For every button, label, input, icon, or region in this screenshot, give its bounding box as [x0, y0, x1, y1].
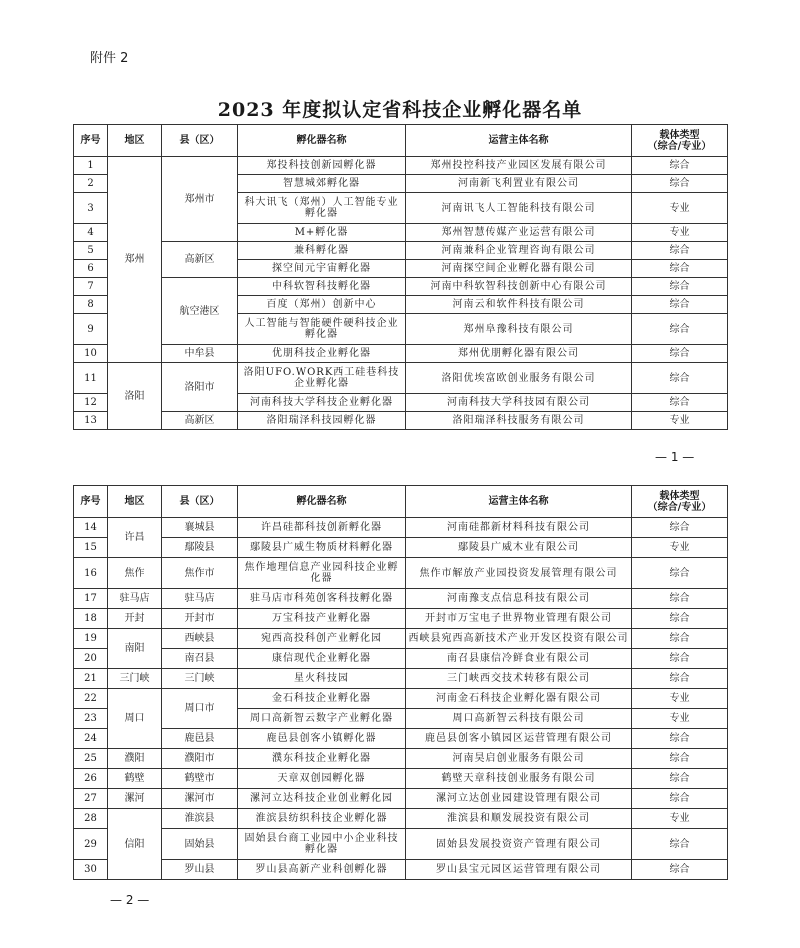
cell-seq: 9	[74, 314, 108, 345]
table-row	[74, 789, 728, 809]
cell-carrier-type: 综合	[632, 669, 728, 689]
cell-carrier-type: 专业	[632, 709, 728, 729]
cell-seq: 24	[74, 729, 108, 749]
table-row	[74, 363, 728, 394]
table-row	[74, 538, 728, 558]
cell-carrier-type: 综合	[632, 518, 728, 538]
cell-carrier-type: 专业	[632, 689, 728, 709]
cell-seq: 13	[74, 412, 108, 430]
header-type-line1: 载体类型	[659, 490, 700, 502]
table-row	[74, 157, 728, 175]
cell-county: 西峡县	[162, 629, 238, 649]
cell-county: 高新区	[162, 412, 238, 430]
cell-region: 洛阳	[108, 363, 162, 430]
cell-incubator-name: 天章双创园孵化器	[238, 769, 406, 789]
cell-operator-name: 河南兼科企业管理咨询有限公司	[406, 242, 632, 260]
cell-incubator-name: M+孵化器	[238, 224, 406, 242]
cell-county: 三门峡	[162, 669, 238, 689]
cell-seq: 10	[74, 345, 108, 363]
table-row	[74, 860, 728, 880]
cell-seq: 4	[74, 224, 108, 242]
header-region: 地区	[108, 486, 162, 518]
cell-carrier-type: 综合	[632, 649, 728, 669]
cell-seq: 15	[74, 538, 108, 558]
cell-incubator-name: 河南科技大学科技企业孵化器	[238, 394, 406, 412]
cell-county: 驻马店	[162, 589, 238, 609]
cell-operator-name: 固始县发展投资资产管理有限公司	[406, 829, 632, 860]
cell-operator-name: 河南讯飞人工智能科技有限公司	[406, 193, 632, 224]
cell-seq: 22	[74, 689, 108, 709]
cell-seq: 11	[74, 363, 108, 394]
table-row	[74, 729, 728, 749]
cell-operator-name: 周口高新智云科技有限公司	[406, 709, 632, 729]
cell-county: 南召县	[162, 649, 238, 669]
cell-operator-name: 郑州智慧传媒产业运营有限公司	[406, 224, 632, 242]
cell-carrier-type: 专业	[632, 224, 728, 242]
cell-carrier-type: 综合	[632, 345, 728, 363]
cell-operator-name: 河南科技大学科技园有限公司	[406, 394, 632, 412]
cell-region: 三门峡	[108, 669, 162, 689]
cell-operator-name: 洛阳瑞泽科技服务有限公司	[406, 412, 632, 430]
cell-carrier-type: 综合	[632, 394, 728, 412]
cell-seq: 26	[74, 769, 108, 789]
table-row	[74, 345, 728, 363]
cell-seq: 14	[74, 518, 108, 538]
cell-carrier-type: 综合	[632, 769, 728, 789]
cell-seq: 6	[74, 260, 108, 278]
cell-county: 固始县	[162, 829, 238, 860]
cell-carrier-type: 综合	[632, 589, 728, 609]
cell-operator-name: 河南硅都新材料科技有限公司	[406, 518, 632, 538]
cell-incubator-name: 洛阳瑞泽科技园孵化器	[238, 412, 406, 430]
page-number-2: — 2 —	[110, 893, 150, 907]
cell-operator-name: 河南新飞利置业有限公司	[406, 175, 632, 193]
cell-operator-name: 郑州阜豫科技有限公司	[406, 314, 632, 345]
cell-seq: 7	[74, 278, 108, 296]
table-row	[74, 558, 728, 589]
cell-incubator-name: 康信现代企业孵化器	[238, 649, 406, 669]
cell-operator-name: 鄢陵县广威木业有限公司	[406, 538, 632, 558]
table-row	[74, 629, 728, 649]
cell-carrier-type: 综合	[632, 260, 728, 278]
cell-operator-name: 西峡县宛西高新技术产业开发区投资有限公司	[406, 629, 632, 649]
cell-incubator-name: 焦作地理信息产业园科技企业孵化器	[238, 558, 406, 589]
cell-carrier-type: 综合	[632, 558, 728, 589]
cell-seq: 18	[74, 609, 108, 629]
cell-county: 开封市	[162, 609, 238, 629]
cell-county: 襄城县	[162, 518, 238, 538]
cell-operator-name: 河南昊启创业服务有限公司	[406, 749, 632, 769]
header-carrier-type	[632, 125, 728, 157]
table-row	[74, 589, 728, 609]
header-seq: 序号	[74, 125, 108, 157]
cell-county: 高新区	[162, 242, 238, 278]
cell-seq: 25	[74, 749, 108, 769]
cell-operator-name: 三门峡西交技术转移有限公司	[406, 669, 632, 689]
cell-seq: 30	[74, 860, 108, 880]
cell-region: 周口	[108, 689, 162, 749]
header-operator: 运营主体名称	[406, 125, 632, 157]
cell-incubator-name: 驻马店市科苑创客科技孵化器	[238, 589, 406, 609]
cell-operator-name: 鹿邑县创客小镇园区运营管理有限公司	[406, 729, 632, 749]
cell-operator-name: 河南中科软智科技创新中心有限公司	[406, 278, 632, 296]
cell-seq: 27	[74, 789, 108, 809]
cell-incubator-name: 鄢陵县广威生物质材料孵化器	[238, 538, 406, 558]
cell-carrier-type: 专业	[632, 809, 728, 829]
cell-carrier-type: 综合	[632, 363, 728, 394]
cell-incubator-name: 罗山县高新产业科创孵化器	[238, 860, 406, 880]
cell-operator-name: 鹤壁天章科技创业服务有限公司	[406, 769, 632, 789]
cell-incubator-name: 周口高新智云数字产业孵化器	[238, 709, 406, 729]
header-row	[74, 486, 728, 518]
incubator-table-page-1	[73, 124, 728, 430]
cell-carrier-type: 综合	[632, 629, 728, 649]
cell-incubator-name: 金石科技企业孵化器	[238, 689, 406, 709]
cell-incubator-name: 宛西高投科创产业孵化园	[238, 629, 406, 649]
cell-region: 许昌	[108, 518, 162, 558]
cell-seq: 1	[74, 157, 108, 175]
cell-carrier-type: 综合	[632, 729, 728, 749]
cell-incubator-name: 科大讯飞（郑州）人工智能专业孵化器	[238, 193, 406, 224]
cell-region: 郑州	[108, 157, 162, 363]
cell-county: 罗山县	[162, 860, 238, 880]
cell-carrier-type: 综合	[632, 314, 728, 345]
cell-operator-name: 焦作市解放产业园投资发展管理有限公司	[406, 558, 632, 589]
header-incubator: 孵化器名称	[238, 486, 406, 518]
header-type-line2: （综合/专业）	[647, 140, 712, 152]
cell-operator-name: 罗山县宝元园区运营管理有限公司	[406, 860, 632, 880]
cell-operator-name: 河南豫支点信息科技有限公司	[406, 589, 632, 609]
cell-county: 鹿邑县	[162, 729, 238, 749]
cell-seq: 2	[74, 175, 108, 193]
cell-county: 漯河市	[162, 789, 238, 809]
cell-seq: 19	[74, 629, 108, 649]
cell-seq: 17	[74, 589, 108, 609]
incubator-table-page-2	[73, 485, 728, 880]
header-row	[74, 125, 728, 157]
document-title: 2023 年度拟认定省科技企业孵化器名单	[217, 99, 583, 121]
header-incubator: 孵化器名称	[238, 125, 406, 157]
table-row	[74, 829, 728, 860]
cell-operator-name: 淮滨县和顺发展投资有限公司	[406, 809, 632, 829]
cell-operator-name: 开封市万宝电子世界物业管理有限公司	[406, 609, 632, 629]
cell-carrier-type: 专业	[632, 193, 728, 224]
cell-operator-name: 漯河立达创业园建设管理有限公司	[406, 789, 632, 809]
cell-incubator-name: 濮东科技企业孵化器	[238, 749, 406, 769]
table-row	[74, 769, 728, 789]
table-row	[74, 809, 728, 829]
table-row	[74, 609, 728, 629]
cell-operator-name: 河南云和软件科技有限公司	[406, 296, 632, 314]
cell-region: 濮阳	[108, 749, 162, 769]
cell-incubator-name: 郑投科技创新园孵化器	[238, 157, 406, 175]
cell-seq: 8	[74, 296, 108, 314]
cell-region: 漯河	[108, 789, 162, 809]
cell-seq: 12	[74, 394, 108, 412]
annex-label: 附件 2	[90, 51, 129, 66]
cell-seq: 5	[74, 242, 108, 260]
cell-carrier-type: 综合	[632, 175, 728, 193]
cell-incubator-name: 鹿邑县创客小镇孵化器	[238, 729, 406, 749]
cell-county: 鹤壁市	[162, 769, 238, 789]
cell-county: 鄢陵县	[162, 538, 238, 558]
cell-seq: 16	[74, 558, 108, 589]
cell-incubator-name: 洛阳UFO.WORK西工硅巷科技企业孵化器	[238, 363, 406, 394]
header-county: 县（区）	[162, 125, 238, 157]
header-seq: 序号	[74, 486, 108, 518]
cell-incubator-name: 漯河立达科技企业创业孵化园	[238, 789, 406, 809]
cell-incubator-name: 百度（郑州）创新中心	[238, 296, 406, 314]
cell-region: 信阳	[108, 809, 162, 880]
cell-county: 郑州市	[162, 157, 238, 242]
cell-carrier-type: 综合	[632, 242, 728, 260]
cell-incubator-name: 许昌硅都科技创新孵化器	[238, 518, 406, 538]
cell-seq: 28	[74, 809, 108, 829]
cell-incubator-name: 星火科技园	[238, 669, 406, 689]
cell-incubator-name: 淮滨县纺织科技企业孵化器	[238, 809, 406, 829]
cell-seq: 29	[74, 829, 108, 860]
cell-incubator-name: 人工智能与智能硬件硬科技企业孵化器	[238, 314, 406, 345]
table-row	[74, 689, 728, 709]
cell-incubator-name: 探空间元宇宙孵化器	[238, 260, 406, 278]
cell-operator-name: 河南金石科技企业孵化器有限公司	[406, 689, 632, 709]
cell-operator-name: 郑州投控科技产业园区发展有限公司	[406, 157, 632, 175]
cell-county: 周口市	[162, 689, 238, 729]
cell-carrier-type: 综合	[632, 749, 728, 769]
cell-carrier-type: 综合	[632, 278, 728, 296]
table-row	[74, 278, 728, 296]
cell-incubator-name: 中科软智科技孵化器	[238, 278, 406, 296]
cell-incubator-name: 兼科孵化器	[238, 242, 406, 260]
cell-carrier-type: 专业	[632, 538, 728, 558]
cell-carrier-type: 专业	[632, 412, 728, 430]
cell-operator-name: 南召县康信冷鲜食业有限公司	[406, 649, 632, 669]
cell-operator-name: 河南探空间企业孵化器有限公司	[406, 260, 632, 278]
cell-region: 焦作	[108, 558, 162, 589]
page-number-1: — 1 —	[655, 450, 695, 464]
cell-seq: 20	[74, 649, 108, 669]
table-row	[74, 649, 728, 669]
cell-region: 南阳	[108, 629, 162, 669]
cell-county: 航空港区	[162, 278, 238, 345]
header-operator: 运营主体名称	[406, 486, 632, 518]
cell-seq: 21	[74, 669, 108, 689]
table-row	[74, 518, 728, 538]
table-row	[74, 242, 728, 260]
cell-region: 驻马店	[108, 589, 162, 609]
cell-seq: 3	[74, 193, 108, 224]
table-row	[74, 412, 728, 430]
header-carrier-type	[632, 486, 728, 518]
cell-county: 中牟县	[162, 345, 238, 363]
cell-carrier-type: 综合	[632, 789, 728, 809]
cell-seq: 23	[74, 709, 108, 729]
cell-operator-name: 郑州优朋孵化器有限公司	[406, 345, 632, 363]
cell-carrier-type: 综合	[632, 296, 728, 314]
cell-region: 鹤壁	[108, 769, 162, 789]
cell-incubator-name: 固始县台商工业园中小企业科技孵化器	[238, 829, 406, 860]
cell-county: 濮阳市	[162, 749, 238, 769]
header-type-line1: 载体类型	[659, 129, 700, 141]
header-region: 地区	[108, 125, 162, 157]
header-type-line2: （综合/专业）	[647, 501, 712, 513]
cell-carrier-type: 综合	[632, 829, 728, 860]
cell-incubator-name: 智慧城郊孵化器	[238, 175, 406, 193]
cell-operator-name: 洛阳优埃富欧创业服务有限公司	[406, 363, 632, 394]
header-county: 县（区）	[162, 486, 238, 518]
cell-county: 淮滨县	[162, 809, 238, 829]
cell-carrier-type: 综合	[632, 860, 728, 880]
table-row	[74, 749, 728, 769]
table-row	[74, 669, 728, 689]
cell-county: 焦作市	[162, 558, 238, 589]
cell-carrier-type: 综合	[632, 609, 728, 629]
cell-region: 开封	[108, 609, 162, 629]
cell-carrier-type: 综合	[632, 157, 728, 175]
cell-county: 洛阳市	[162, 363, 238, 412]
cell-incubator-name: 万宝科技产业孵化器	[238, 609, 406, 629]
cell-incubator-name: 优朋科技企业孵化器	[238, 345, 406, 363]
